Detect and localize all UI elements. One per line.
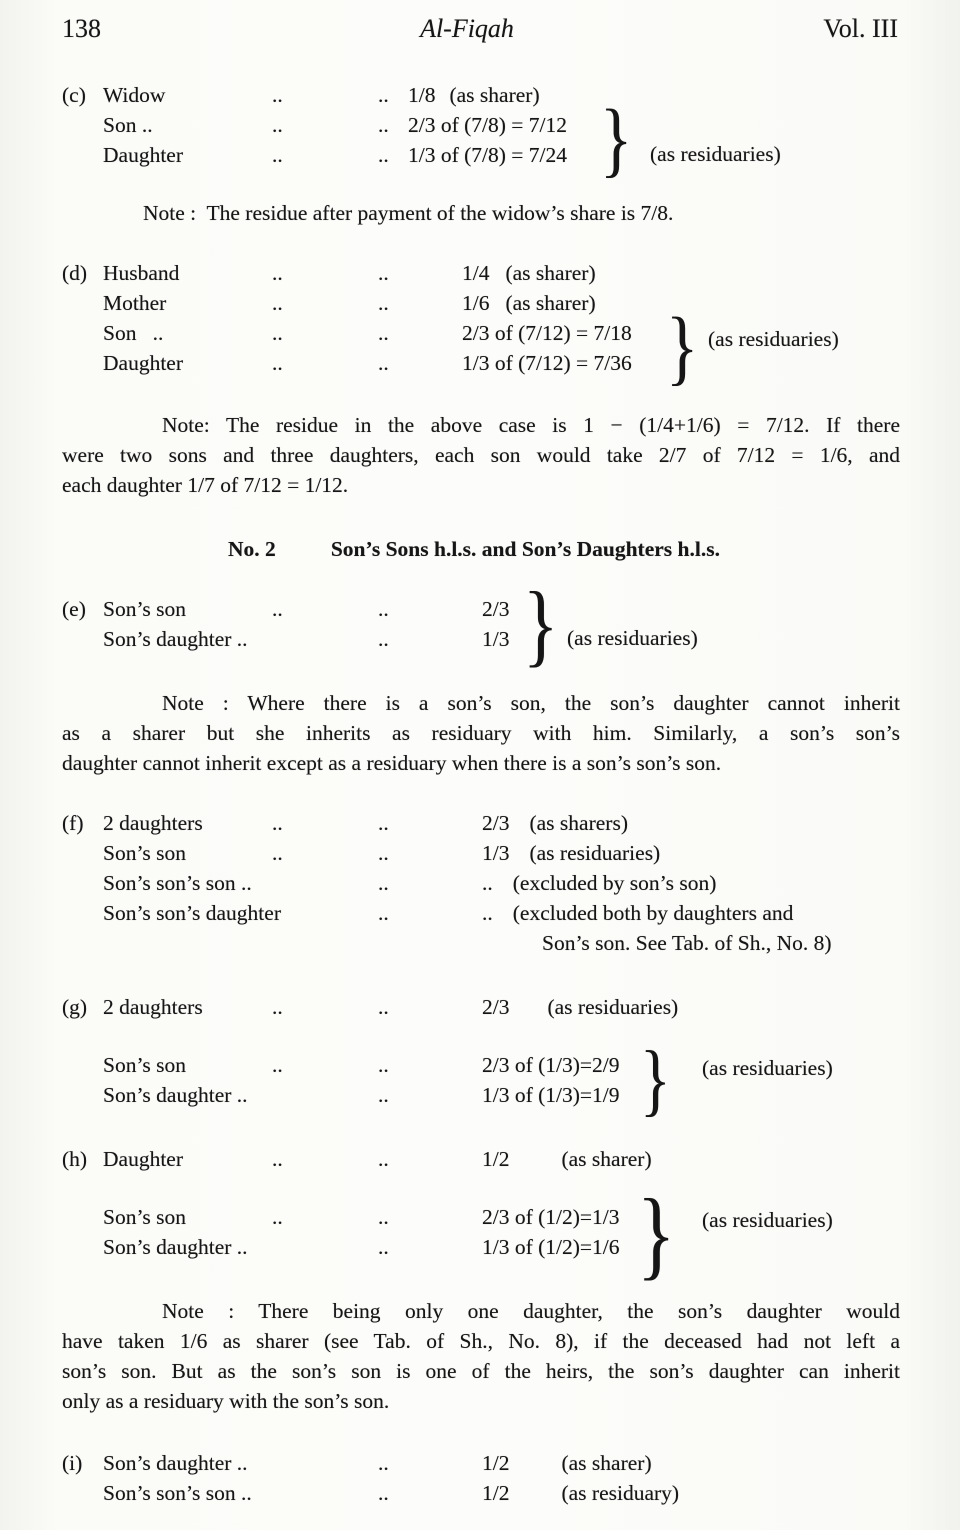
- residuaries-label: (as residuaries): [702, 1056, 833, 1080]
- dot-leader: ..: [378, 1451, 389, 1475]
- dot-leader: ..: [378, 291, 389, 315]
- table-row: [0, 992, 960, 1022]
- note-line: as a sharer but she inherits as residuary with him. Similarly, a son’s son’s: [62, 721, 900, 745]
- table-row: [0, 1232, 960, 1262]
- dot-leader: ..: [378, 1083, 389, 1107]
- heir-name: Son’s son: [103, 597, 187, 621]
- heir-name: Son’s son: [103, 1205, 187, 1229]
- table-row: [0, 808, 960, 838]
- table-row: [0, 140, 960, 170]
- share-desc: (excluded both by daughters and: [512, 901, 794, 925]
- share-value: 2/3 of (7/12) = 7/18: [462, 321, 632, 345]
- share-value: 1/3: [482, 841, 510, 865]
- dot-leader: ..: [272, 1147, 283, 1171]
- heir-name: 2 daughters: [103, 995, 203, 1019]
- share-value: 1/3: [482, 627, 510, 651]
- dot-leader: ..: [378, 811, 389, 835]
- note-line: daughter cannot inherit except as a residuary when there is a son’s son’s son.: [62, 751, 722, 775]
- note-line: each daughter 1/7 of 7/12 = 1/12.: [62, 473, 349, 497]
- share-desc: (as residuary): [561, 1481, 680, 1505]
- heir-name: Son’s daughter ..: [103, 627, 248, 651]
- section-e: [0, 573, 960, 675]
- heir-name: Son ..: [103, 321, 164, 345]
- residuaries-group: [0, 1036, 960, 1124]
- table-row: [0, 624, 960, 654]
- section-label: (c): [62, 83, 86, 107]
- section-label: (e): [62, 597, 86, 621]
- brace-icon: }: [640, 1036, 671, 1124]
- heir-name: Son’s son’s son ..: [103, 1481, 252, 1505]
- share-desc: (as sharer): [561, 1451, 652, 1475]
- share-desc: (as sharers): [529, 811, 628, 835]
- brace-icon: }: [600, 93, 633, 186]
- table-row: [0, 868, 960, 898]
- dot-leader: ..: [272, 841, 283, 865]
- heir-name: Mother: [103, 291, 167, 315]
- brace-icon: }: [523, 573, 559, 675]
- section-label: (g): [62, 995, 88, 1019]
- note-widow: Note : The residue after payment of the widow’s share is 7/8.: [143, 201, 674, 225]
- share-desc: (as residuaries): [529, 841, 661, 865]
- share-desc: (as sharer): [449, 83, 540, 107]
- dot-leader: ..: [272, 995, 283, 1019]
- share-value: 2/3 of (7/8) = 7/12: [408, 113, 568, 137]
- dot-leader: ..: [378, 597, 389, 621]
- dot-leader: ..: [378, 261, 389, 285]
- brace-icon: }: [637, 1178, 676, 1289]
- table-row: [0, 1478, 960, 1508]
- section-label: (f): [62, 811, 84, 835]
- volume-label: Vol. III: [823, 14, 898, 43]
- section-f: [0, 808, 960, 958]
- table-row: [0, 1144, 960, 1174]
- dot-leader: ..: [272, 261, 283, 285]
- share-value: 2/3 of (1/2)=1/3: [482, 1205, 620, 1229]
- table-row: [0, 1080, 960, 1110]
- heading-number: No. 2: [228, 537, 276, 561]
- note-sons-son: [62, 688, 900, 778]
- page-header: [0, 0, 960, 46]
- dot-leader: ..: [378, 1147, 389, 1171]
- share-value: 1/6: [462, 291, 490, 315]
- note-line: Note : There being only one daughter, the son’s daughter would: [162, 1299, 900, 1323]
- dot-leader: ..: [272, 321, 283, 345]
- dot-leader: ..: [272, 351, 283, 375]
- share-value: 2/3: [482, 811, 510, 835]
- brace-icon: }: [666, 301, 699, 394]
- dot-leader: ..: [272, 811, 283, 835]
- heir-name: 2 daughters: [103, 811, 203, 835]
- share-value: 1/4: [462, 261, 490, 285]
- note-line: Note : Where there is a son’s son, the son’s daughter cannot inherit: [162, 691, 900, 715]
- share-value: 1/2: [482, 1481, 510, 1505]
- note-line: Note: The residue in the above case is 1 − (1/4+1/6) = 7/12. If there: [162, 413, 900, 437]
- section-label: (h): [62, 1147, 88, 1171]
- table-row: [0, 258, 960, 288]
- heir-name: Daughter: [103, 143, 183, 167]
- share-desc: (excluded by son’s son): [512, 871, 717, 895]
- heir-name: Son’s son: [103, 841, 187, 865]
- dot-leader: ..: [272, 113, 283, 137]
- share-desc: (as residuaries): [547, 995, 679, 1019]
- section-heading: [0, 534, 954, 564]
- dot-leader: ..: [378, 321, 389, 345]
- table-row: [0, 288, 960, 318]
- share-value: 1/2: [482, 1451, 510, 1475]
- share-value: 1/8: [408, 83, 436, 107]
- heir-name: Daughter: [103, 351, 183, 375]
- table-row: [0, 594, 960, 624]
- heir-name: Daughter: [103, 1147, 183, 1171]
- dot-leader: ..: [272, 597, 283, 621]
- residuaries-group: [0, 1178, 960, 1289]
- table-row: [0, 80, 960, 110]
- heir-name: Son’s son’s daughter: [103, 901, 281, 925]
- heir-name: Son’s son’s son ..: [103, 871, 252, 895]
- page-number: 138: [62, 14, 101, 43]
- note-one-daughter: [62, 1296, 900, 1416]
- section-label: (d): [62, 261, 88, 285]
- share-value: 1/3 of (1/3)=1/9: [482, 1083, 620, 1107]
- share-value: 2/3: [482, 995, 510, 1019]
- share-desc: (as sharer): [505, 291, 596, 315]
- book-title: Al-Fiqah: [420, 14, 514, 43]
- dot-leader: ..: [378, 995, 389, 1019]
- residuaries-label: (as residuaries): [567, 626, 698, 650]
- section-d: [0, 258, 960, 394]
- dot-leader: ..: [378, 1481, 389, 1505]
- section-label: (i): [62, 1451, 83, 1475]
- note-line: only as a residuary with the son’s son.: [62, 1389, 390, 1413]
- dot-leader: ..: [272, 1053, 283, 1077]
- share-value: ..: [482, 871, 493, 895]
- table-row: [0, 110, 960, 140]
- share-value: 1/2: [482, 1147, 510, 1171]
- share-value: 1/3 of (1/2)=1/6: [482, 1235, 620, 1259]
- dot-leader: ..: [272, 83, 283, 107]
- section-h: [0, 1144, 960, 1289]
- note-line: were two sons and three daughters, each son would take 2/7 of 7/12 = 1/6, and: [62, 443, 900, 467]
- residuaries-group: [0, 573, 960, 675]
- dot-leader: ..: [378, 143, 389, 167]
- table-row: [0, 898, 960, 928]
- share-value: 1/3 of (7/12) = 7/36: [462, 351, 632, 375]
- section-c: [0, 80, 960, 186]
- dot-leader: ..: [378, 351, 389, 375]
- note-line: son’s son. But as the son’s son is one of the heirs, the son’s daughter can inherit: [62, 1359, 900, 1383]
- dot-leader: ..: [272, 143, 283, 167]
- section-g: [0, 992, 960, 1124]
- dot-leader: ..: [378, 1235, 389, 1259]
- note-residue: [62, 410, 900, 500]
- heir-name: Widow: [103, 83, 166, 107]
- heir-name: Son’s daughter ..: [103, 1235, 248, 1259]
- note-line: have taken 1/6 as sharer (see Tab. of Sh., No. 8), if the deceased had not left a: [62, 1329, 900, 1353]
- heir-name: Husband: [103, 261, 180, 285]
- share-value: 1/3 of (7/8) = 7/24: [408, 143, 568, 167]
- section-i: [0, 1448, 960, 1508]
- dot-leader: ..: [378, 871, 389, 895]
- share-value: 2/3 of (1/3)=2/9: [482, 1053, 620, 1077]
- heir-name: Son’s son: [103, 1053, 187, 1077]
- residuaries-label: (as residuaries): [708, 327, 839, 351]
- share-desc-continued: Son’s son. See Tab. of Sh., No. 8): [542, 931, 832, 955]
- residuaries-label: (as residuaries): [650, 142, 781, 166]
- dot-leader: ..: [272, 1205, 283, 1229]
- heir-name: Son’s daughter ..: [103, 1451, 248, 1475]
- share-value: 2/3: [482, 597, 510, 621]
- dot-leader: ..: [378, 841, 389, 865]
- share-value: ..: [482, 901, 493, 925]
- dot-leader: ..: [378, 627, 389, 651]
- dot-leader: ..: [378, 113, 389, 137]
- dot-leader: ..: [272, 291, 283, 315]
- share-desc: (as sharer): [505, 261, 596, 285]
- heir-name: Son’s daughter ..: [103, 1083, 248, 1107]
- residuaries-label: (as residuaries): [702, 1208, 833, 1232]
- heir-name: Son ..: [103, 113, 153, 137]
- dot-leader: ..: [378, 901, 389, 925]
- dot-leader: ..: [378, 1053, 389, 1077]
- table-row: [0, 838, 960, 868]
- heading-title: Son’s Sons h.l.s. and Son’s Daughters h.l.s.: [330, 537, 720, 561]
- dot-leader: ..: [378, 1205, 389, 1229]
- dot-leader: ..: [378, 83, 389, 107]
- share-desc: (as sharer): [561, 1147, 652, 1171]
- table-row: [0, 1448, 960, 1478]
